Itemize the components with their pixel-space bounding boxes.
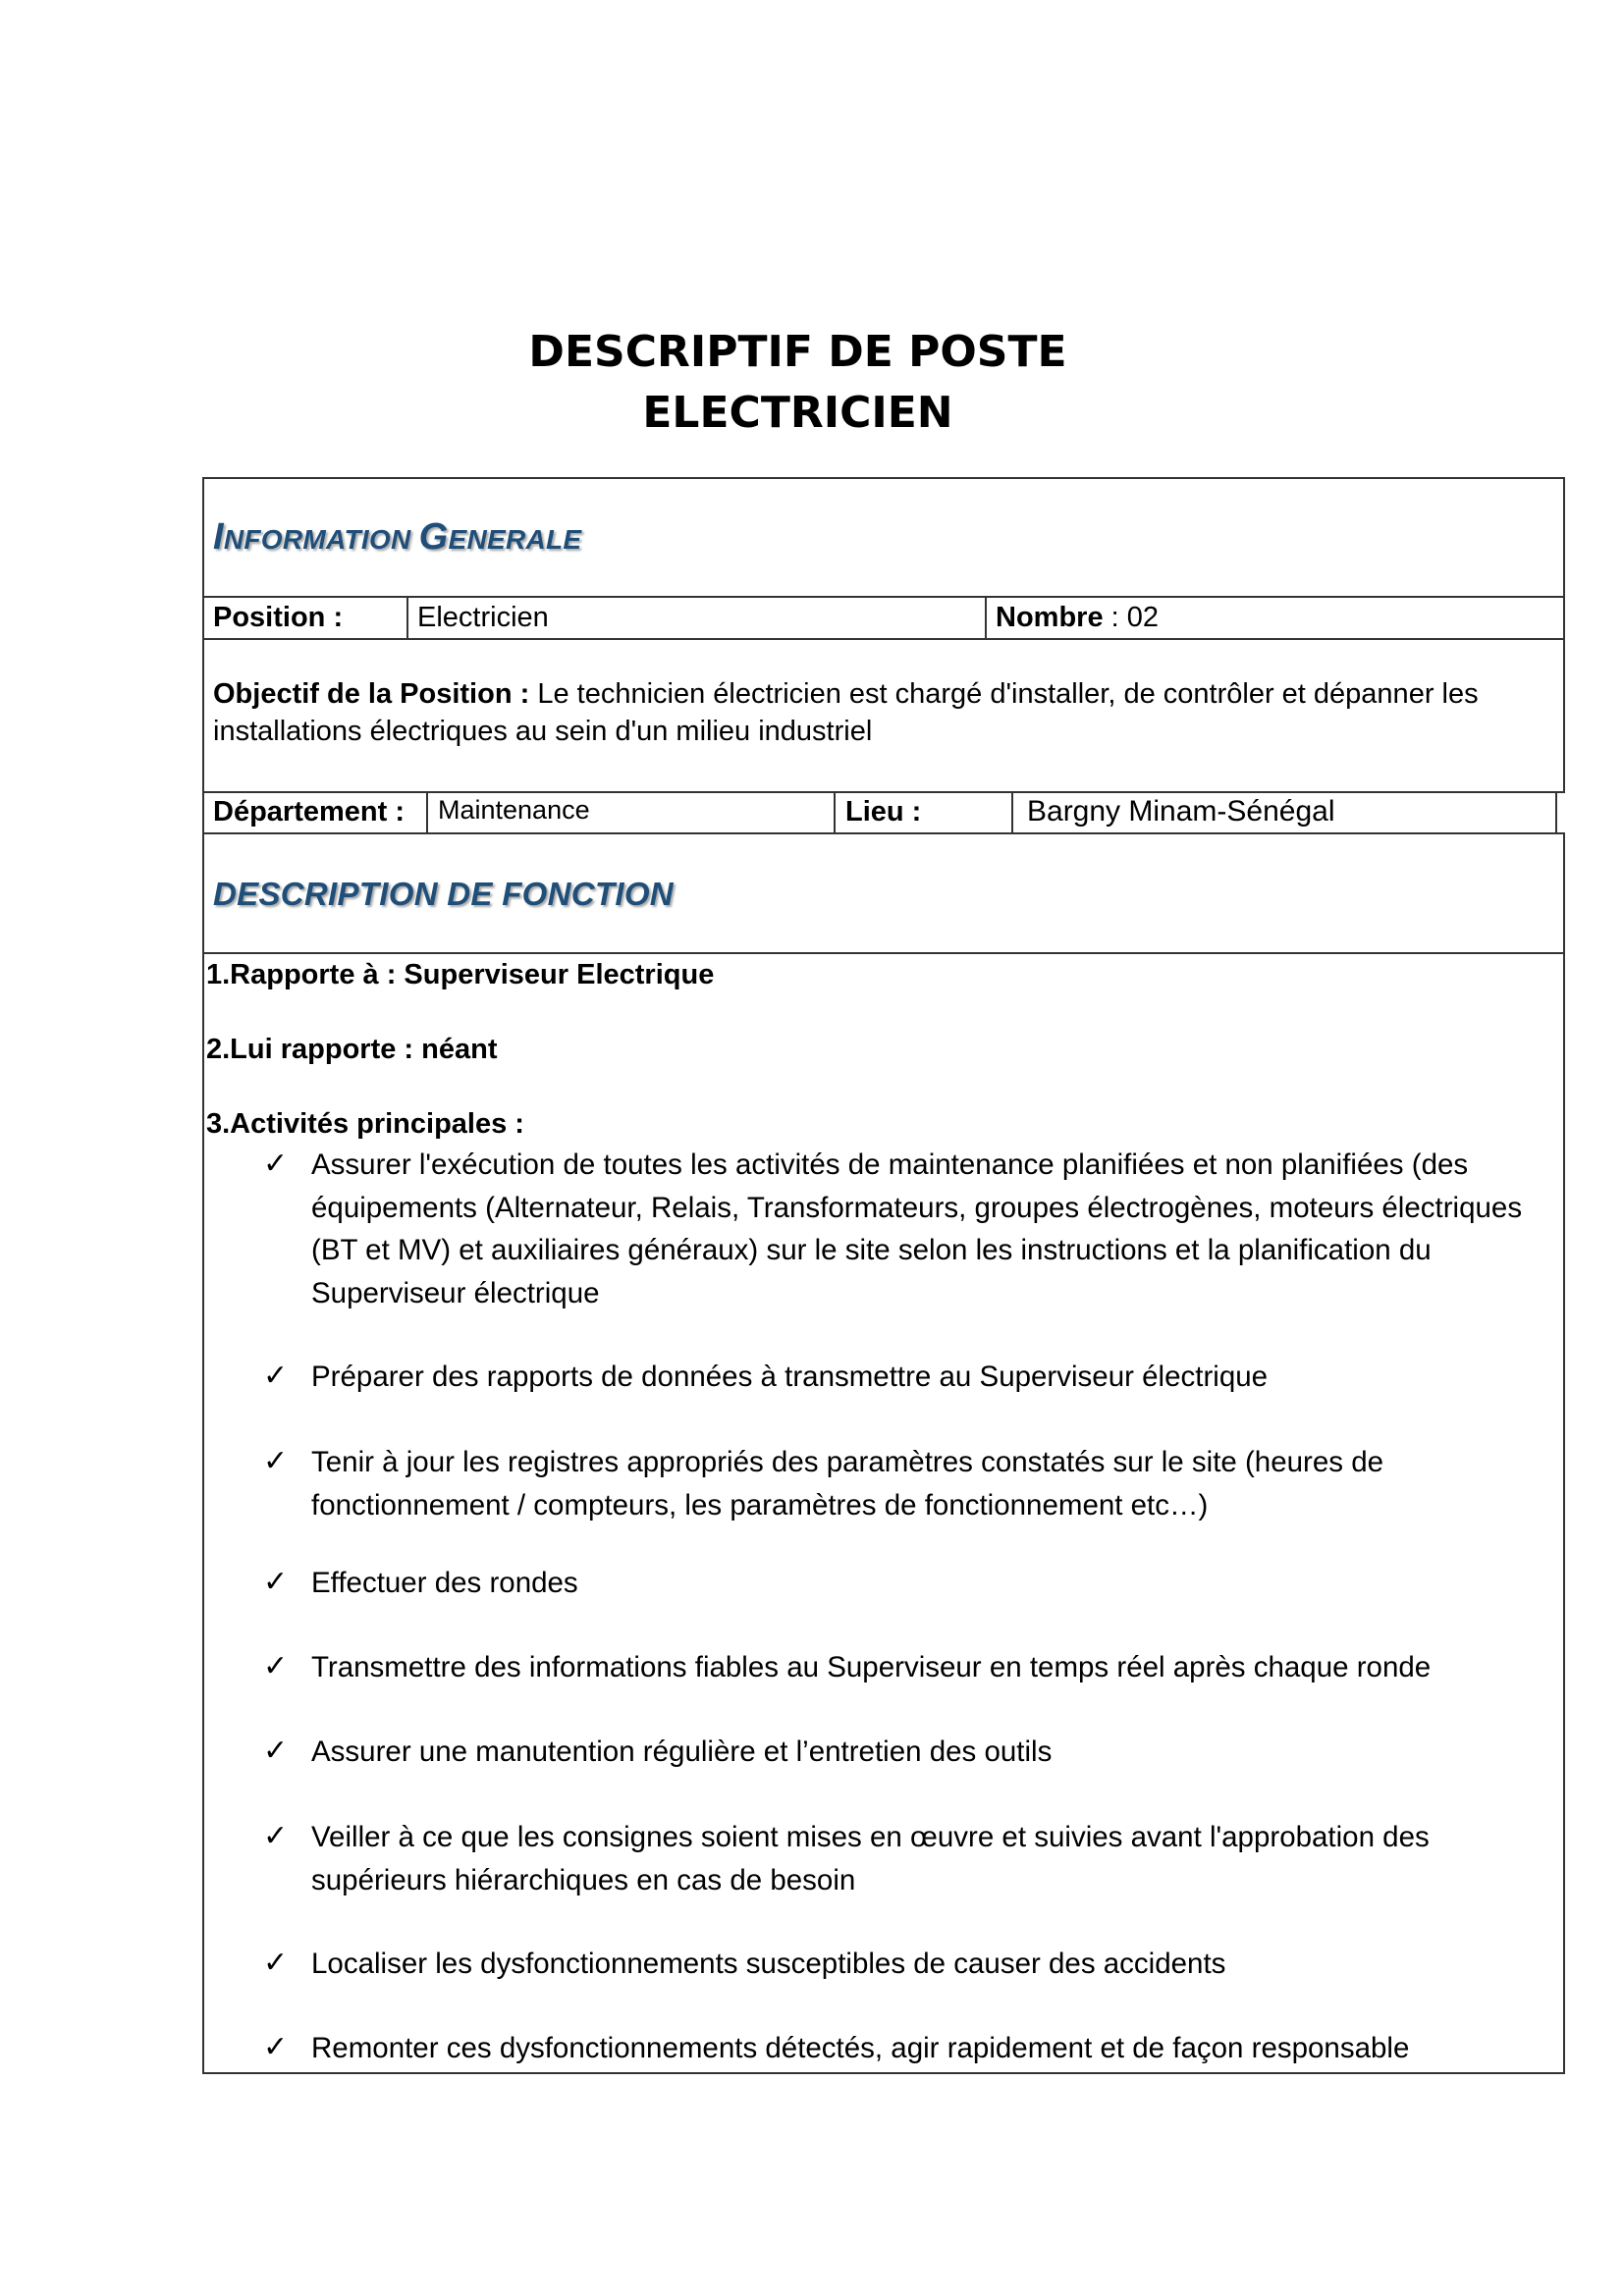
objectif-text: Le technicien électricien est chargé d'installer, de contrôler et dépanner les installations électriques au sein d'un milieu industriel: [213, 678, 1479, 747]
check-icon: ✓: [263, 1947, 289, 1979]
objectif-paragraph: [213, 675, 1529, 750]
table-divider: [985, 596, 987, 638]
activity-text: Préparer des rapports de données à transmettre au Superviseur électrique: [311, 1361, 1269, 1393]
information-generale-heading: INFORMATION GENERALE: [213, 516, 582, 558]
check-icon: ✓: [263, 1445, 289, 1477]
position-label: Position :: [213, 602, 344, 633]
activity-text: Tenir à jour les registres appropriés des paramètres constatés sur le site (heures de fonctionnement / compteurs, les paramètres de fonctionnement etc…): [311, 1446, 1384, 1522]
table-divider: [406, 596, 408, 638]
table-divider: [1011, 791, 1013, 832]
table-divider: [202, 791, 204, 832]
activity-text: Effectuer des rondes: [311, 1567, 578, 1599]
rapporte-a: 1.Rapporte à : Superviseur Electrique: [206, 959, 715, 990]
table-divider: [426, 791, 428, 832]
activites-principales-label: 3.Activités principales :: [206, 1108, 524, 1140]
nombre-field: [996, 599, 1159, 636]
nombre-label: Nombre: [996, 602, 1104, 633]
lieu-value: Bargny Minam-Sénégal: [1027, 795, 1335, 828]
table-divider: [1555, 791, 1557, 832]
activity-text: Assurer une manutention régulière et l’entretien des outils: [311, 1735, 1053, 1768]
departement-value: Maintenance: [438, 795, 590, 825]
description-de-fonction-heading: DESCRIPTION DE FONCTION: [213, 876, 674, 912]
document-subtitle: ELECTRICIEN: [642, 388, 953, 438]
check-icon: ✓: [263, 1820, 289, 1852]
check-icon: ✓: [263, 1360, 289, 1392]
activity-text: Assurer l'exécution de toutes les activités de maintenance planifiées et non planifiées (des équipements (Alternateur, Relais, Transformateurs, groupes électrogènes, moteurs électriques (BT et MV) et auxiliaires généraux) sur le site selon les instructions et la planification du Superviseur électrique: [311, 1148, 1523, 1309]
check-icon: ✓: [263, 1735, 289, 1767]
check-icon: ✓: [263, 1650, 289, 1682]
nombre-value: : 02: [1103, 602, 1160, 633]
departement-label: Département :: [213, 796, 405, 828]
lieu-label: Lieu :: [845, 796, 922, 828]
lui-rapporte: 2.Lui rapporte : néant: [206, 1034, 498, 1065]
check-icon: ✓: [263, 1148, 289, 1180]
activity-text: Localiser les dysfonctionnements susceptibles de causer des accidents: [311, 1948, 1226, 1980]
activity-text: Remonter ces dysfonctionnements détectés, agir rapidement et de façon responsable: [311, 2032, 1410, 2064]
check-icon: ✓: [263, 1566, 289, 1598]
table-divider: [202, 638, 1565, 640]
objectif-label: Objectif de la Position :: [213, 678, 538, 710]
document-title: DESCRIPTIF DE POSTE: [528, 327, 1067, 377]
check-icon: ✓: [263, 2031, 289, 2063]
activity-text: Veiller à ce que les consignes soient mises en œuvre et suivies avant l'approbation des supérieurs hiérarchiques en cas de besoin: [311, 1821, 1430, 1896]
activity-text: Transmettre des informations fiables au Superviseur en temps réel après chaque ronde: [311, 1651, 1432, 1683]
table-divider: [834, 791, 836, 832]
table-divider: [202, 952, 1565, 954]
position-value: Electricien: [417, 602, 549, 633]
